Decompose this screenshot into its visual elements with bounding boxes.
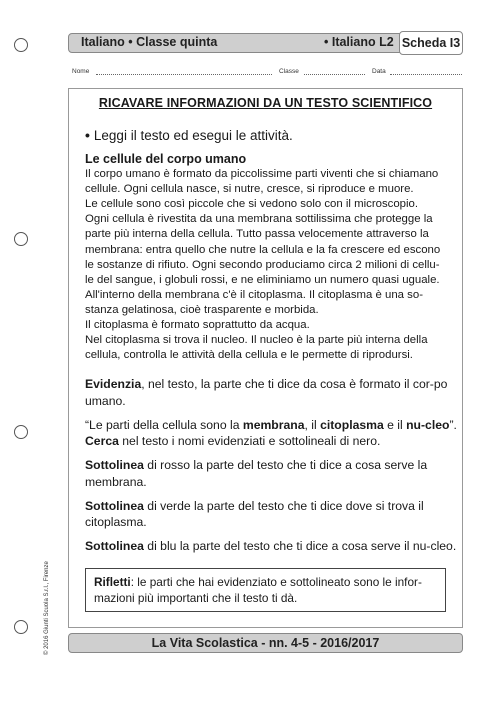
worksheet-title: RICAVARE INFORMAZIONI DA UN TESTO SCIENTIFICO [98, 96, 433, 110]
copyright-notice: © 2016 Giunti Scuola S.r.l., Firenze [44, 561, 50, 655]
task-text: ”. [449, 417, 457, 432]
instruction-text: Leggi il testo ed esegui le attività. [93, 128, 293, 143]
reading-line: Le cellule sono così piccole che si vedono solo con il microscopio. [85, 198, 419, 211]
classe-label: Classe [279, 68, 299, 75]
worksheet-box [68, 88, 463, 628]
reading-line: All'interno della membrana c'è il citoplasma. Il citoplasma è una so- [85, 288, 423, 301]
reading-line: cellula, controlla le attività della cellula e le permette di riprodursi. [85, 349, 413, 362]
task-text: “Le parti della cellula sono la [85, 417, 243, 432]
task-text: nel testo i nomi evidenziati e sottolineali di nero. [118, 434, 381, 448]
reading-line: le sostanze di rifiuto. Ogni secondo produciamo circa 2 milioni di cellu- [85, 258, 440, 271]
task-evidenzia [85, 376, 457, 409]
reading-line: Ogni cellula è rivestita da una membrana sottilissima che protegge la [85, 213, 433, 226]
reading-line: cellule. Ogni cellula nasce, si nutre, cresce, si riproduce e muore. [85, 183, 414, 196]
bullet-icon: • [85, 127, 90, 143]
data-line[interactable] [390, 74, 462, 75]
task-text: di verde la parte del testo che ti dice dove si trova il citoplasma. [85, 498, 424, 529]
reading-line: Il citoplasma è formato soprattutto da acqua. [85, 319, 310, 332]
binder-hole [14, 425, 28, 439]
rifletti-box [85, 568, 446, 612]
classe-line[interactable] [304, 74, 365, 75]
task-sottolinea-verde [85, 498, 457, 531]
nome-line[interactable] [96, 74, 272, 75]
task-verb: Sottolinea [85, 458, 144, 472]
rifletti-text: : le parti che hai evidenziato e sottolineato sono le infor-mazioni più importanti che il testo ti dà. [94, 575, 422, 605]
term-nucleo: nu-cleo [406, 417, 450, 432]
task-sottolinea-blu [85, 538, 457, 555]
sheet-label: Scheda I3 [399, 31, 463, 55]
binder-hole [14, 38, 28, 52]
header-bar [68, 33, 463, 53]
reading-line: parte più interna della cellula. Tutto passa velocemente attraverso la [85, 228, 429, 241]
reading-line: le del sangue, i globuli rossi, e ne eliminiamo un numero quasi uguale. [85, 273, 440, 286]
subject-level: • Italiano L2 [324, 35, 394, 49]
task-sottolinea-rosso [85, 457, 457, 490]
reading-line: membrana: entra quello che nutre la cellula e la fa crescere ed escono [85, 243, 441, 256]
nome-label: Nome [72, 68, 90, 75]
instruction [85, 127, 293, 143]
task-text: e il [383, 417, 407, 432]
term-membrana: membrana [242, 417, 305, 432]
task-verb: Evidenzia [85, 377, 142, 391]
reading-line: Nel citoplasma si trova il nucleo. Il nucleo è la parte più interna della [85, 334, 428, 347]
subject-class: Italiano • Classe quinta [81, 35, 218, 49]
task-verb: Sottolinea [85, 498, 144, 513]
reading-heading: Le cellule del corpo umano [85, 152, 247, 166]
reading-text [85, 152, 455, 363]
data-label: Data [372, 68, 386, 75]
task-verb: Sottolinea [85, 539, 144, 553]
task-text: , il [304, 417, 321, 432]
term-citoplasma: citoplasma [320, 417, 384, 432]
reading-line: stanza gelatinosa, cioè trasparente e morbida. [85, 303, 319, 316]
task-verb: Cerca [85, 434, 119, 448]
footer-bar: La Vita Scolastica - nn. 4-5 - 2016/2017 [68, 633, 463, 653]
task-list [85, 376, 457, 562]
task-text: di rosso la parte del testo che ti dice a cosa serve la membrana. [85, 458, 428, 489]
task-text: di blu la parte del testo che ti dice a cosa serve il nu-cleo. [143, 539, 457, 553]
reading-line: Il corpo umano è formato da piccolissime parti viventi che si chiamano [85, 168, 439, 181]
task-text: , nel testo, la parte che ti dice da cosa è formato il cor-po umano. [85, 377, 448, 408]
task-cerca [85, 417, 457, 450]
binder-hole [14, 232, 28, 246]
rifletti-label: Rifletti [94, 575, 131, 589]
binder-hole [14, 620, 28, 634]
